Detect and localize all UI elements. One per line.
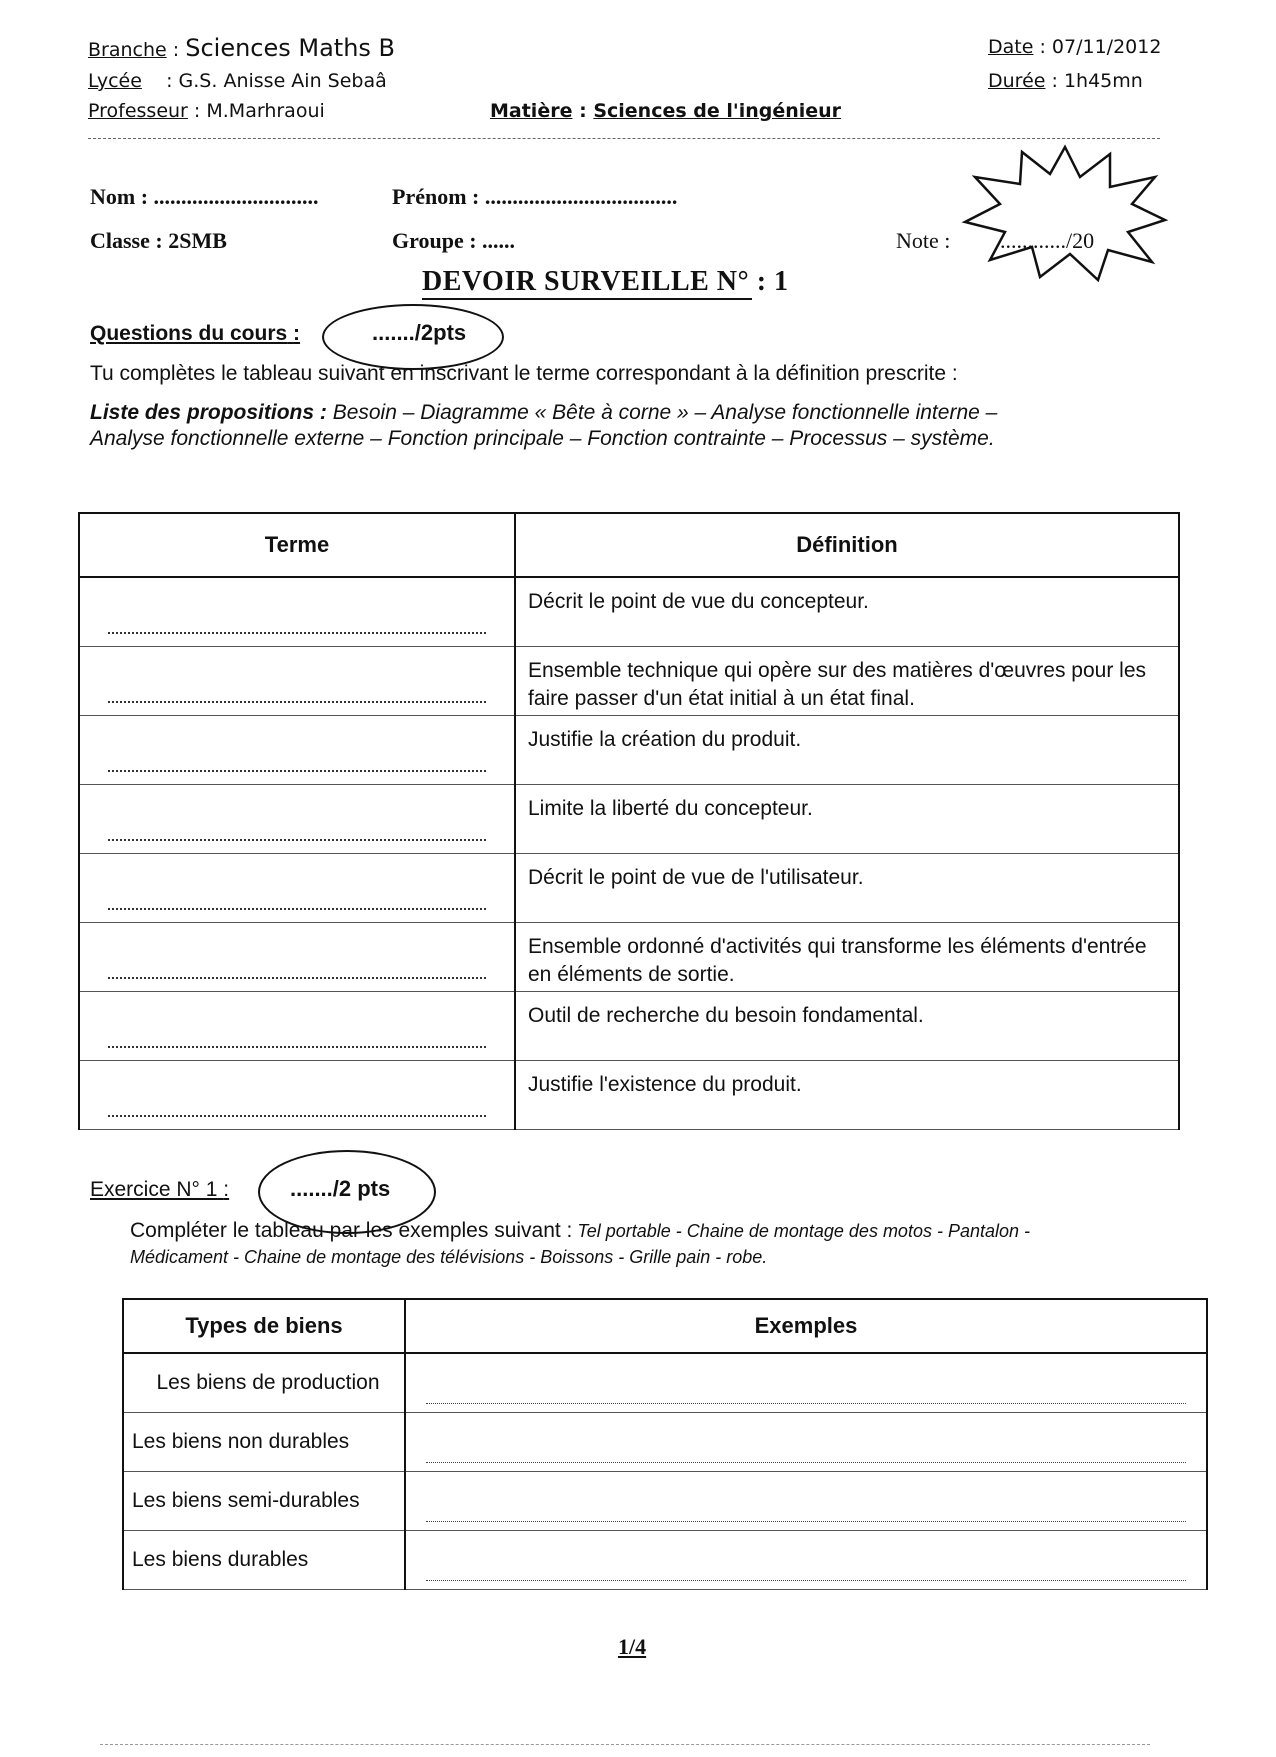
professeur-value: M.Marhraoui bbox=[206, 100, 325, 122]
examples-line1: Tel portable - Chaine de montage des motos - Pantalon - bbox=[572, 1221, 1031, 1241]
answer-dots bbox=[108, 839, 486, 841]
propositions-list bbox=[90, 400, 1180, 452]
page-title: DEVOIR SURVEILLE N° : 1 bbox=[422, 266, 789, 297]
date-line bbox=[988, 36, 1161, 58]
terme-blank[interactable] bbox=[79, 785, 515, 854]
propositions-label: Liste des propositions : bbox=[90, 401, 327, 424]
matiere-line bbox=[490, 100, 841, 122]
lycee-line bbox=[88, 70, 387, 92]
definition-cell: Limite la liberté du concepteur. bbox=[515, 785, 1179, 854]
answer-dots bbox=[108, 1046, 486, 1048]
table-row bbox=[79, 785, 1179, 854]
sep: : bbox=[1051, 70, 1058, 92]
table-row bbox=[123, 1531, 1207, 1590]
matiere-value: Sciences de l'ingénieur bbox=[593, 100, 842, 122]
terme-blank[interactable] bbox=[79, 923, 515, 992]
exemples-header: Exemples bbox=[405, 1299, 1207, 1353]
definition-cell: Décrit le point de vue de l'utilisateur. bbox=[515, 854, 1179, 923]
table-row bbox=[79, 577, 1179, 647]
professeur-line bbox=[88, 100, 325, 122]
answer-dots bbox=[426, 1521, 1186, 1522]
duree-label: Durée bbox=[988, 70, 1046, 92]
answer-dots bbox=[108, 770, 486, 772]
sep: : bbox=[172, 39, 180, 61]
answer-dots bbox=[108, 1115, 486, 1117]
terme-header: Terme bbox=[79, 513, 515, 577]
terme-blank[interactable] bbox=[79, 1061, 515, 1130]
note-value: ............/20 bbox=[1000, 228, 1095, 253]
exemples-blank[interactable] bbox=[405, 1353, 1207, 1413]
answer-dots bbox=[108, 908, 486, 910]
exemples-blank[interactable] bbox=[405, 1472, 1207, 1531]
table-row bbox=[79, 647, 1179, 716]
answer-dots bbox=[108, 701, 486, 703]
definition-cell: Outil de recherche du besoin fondamental. bbox=[515, 992, 1179, 1061]
sep: : bbox=[166, 70, 173, 92]
title-underline bbox=[422, 298, 752, 300]
bien-type-cell: Les biens non durables bbox=[123, 1413, 405, 1472]
bien-type-cell: Les biens de production bbox=[123, 1353, 405, 1413]
exercise1-points: ......./2 pts bbox=[290, 1176, 391, 1201]
branche-line bbox=[88, 34, 395, 62]
definition-cell: Ensemble ordonné d'activités qui transforme les éléments d'entrée en éléments de sortie. bbox=[515, 923, 1179, 992]
professeur-label: Professeur bbox=[88, 100, 188, 122]
table-row bbox=[79, 992, 1179, 1061]
table-row bbox=[79, 1061, 1179, 1130]
terme-blank[interactable] bbox=[79, 854, 515, 923]
groupe-field: Groupe : ...... bbox=[392, 228, 516, 253]
sep: : bbox=[223, 1178, 230, 1201]
exemples-blank[interactable] bbox=[405, 1531, 1207, 1590]
answer-dots bbox=[426, 1462, 1186, 1463]
exercise1-title bbox=[90, 1178, 229, 1202]
answer-dots bbox=[108, 632, 486, 634]
terme-definition-table bbox=[78, 512, 1180, 1130]
note-label: Note : bbox=[896, 228, 951, 253]
answer-dots bbox=[426, 1580, 1186, 1581]
date-value: 07/11/2012 bbox=[1051, 36, 1162, 58]
lycee-label: Lycée bbox=[88, 70, 142, 92]
exercise1-instruction bbox=[130, 1218, 1180, 1270]
table-row bbox=[79, 716, 1179, 785]
exercise1-instruction-text: Compléter le tableau par les exemples suivant : bbox=[130, 1219, 573, 1242]
exercise1-title-text: Exercice N° 1 bbox=[90, 1178, 218, 1201]
sep: : bbox=[1039, 36, 1046, 58]
examples-line2: Médicament - Chaine de montage des télévisions - Boissons - Grille pain - robe. bbox=[130, 1247, 768, 1267]
definition-cell: Justifie la création du produit. bbox=[515, 716, 1179, 785]
table-row bbox=[123, 1353, 1207, 1413]
classe-field: Classe : 2SMB bbox=[90, 228, 227, 253]
sep: : bbox=[293, 322, 301, 345]
nom-field: Nom : .............................. bbox=[90, 184, 319, 209]
sep: : bbox=[579, 100, 587, 122]
branche-value: Sciences Maths B bbox=[185, 34, 396, 62]
table-row bbox=[123, 1472, 1207, 1531]
table-row bbox=[79, 854, 1179, 923]
page-number: 1/4 bbox=[618, 1634, 647, 1659]
definition-cell: Ensemble technique qui opère sur des matières d'œuvres pour les faire passer d'un état initial à un état final. bbox=[515, 647, 1179, 716]
note-starburst bbox=[960, 142, 1170, 282]
table-row bbox=[79, 923, 1179, 992]
prenom-field: Prénom : ................................... bbox=[392, 184, 678, 209]
exemples-blank[interactable] bbox=[405, 1413, 1207, 1472]
questions-title-text: Questions du cours bbox=[90, 322, 288, 345]
definition-cell: Justifie l'existence du produit. bbox=[515, 1061, 1179, 1130]
definition-header: Définition bbox=[515, 513, 1179, 577]
answer-dots bbox=[108, 977, 486, 979]
definition-cell: Décrit le point de vue du concepteur. bbox=[515, 577, 1179, 647]
types-biens-table bbox=[122, 1298, 1208, 1590]
header-divider bbox=[88, 138, 1160, 139]
terme-blank[interactable] bbox=[79, 992, 515, 1061]
answer-dots bbox=[426, 1403, 1186, 1404]
footer-scan-line bbox=[100, 1744, 1150, 1745]
propositions-line1: Besoin – Diagramme « Bête à corne » – Analyse fonctionnelle interne – bbox=[326, 401, 998, 424]
questions-title bbox=[90, 322, 300, 346]
duree-value: 1h45mn bbox=[1063, 70, 1143, 92]
matiere-label: Matière bbox=[490, 100, 573, 122]
bien-type-cell: Les biens semi-durables bbox=[123, 1472, 405, 1531]
table-row bbox=[123, 1413, 1207, 1472]
date-label: Date bbox=[988, 36, 1034, 58]
terme-blank[interactable] bbox=[79, 716, 515, 785]
questions-points: ......./2pts bbox=[372, 320, 467, 345]
questions-instruction: Tu complètes le tableau suivant en inscrivant le terme correspondant à la définition prescrite : bbox=[90, 362, 958, 385]
lycee-value: G.S. Anisse Ain Sebaâ bbox=[178, 70, 387, 92]
propositions-line2: Analyse fonctionnelle externe – Fonction principale – Fonction contrainte – Processus – système. bbox=[90, 427, 995, 450]
bien-type-cell: Les biens durables bbox=[123, 1531, 405, 1590]
terme-blank[interactable] bbox=[79, 577, 515, 647]
duree-line bbox=[988, 70, 1143, 92]
terme-blank[interactable] bbox=[79, 647, 515, 716]
branche-label: Branche bbox=[88, 39, 167, 61]
types-biens-header: Types de biens bbox=[123, 1299, 405, 1353]
sep: : bbox=[193, 100, 201, 122]
